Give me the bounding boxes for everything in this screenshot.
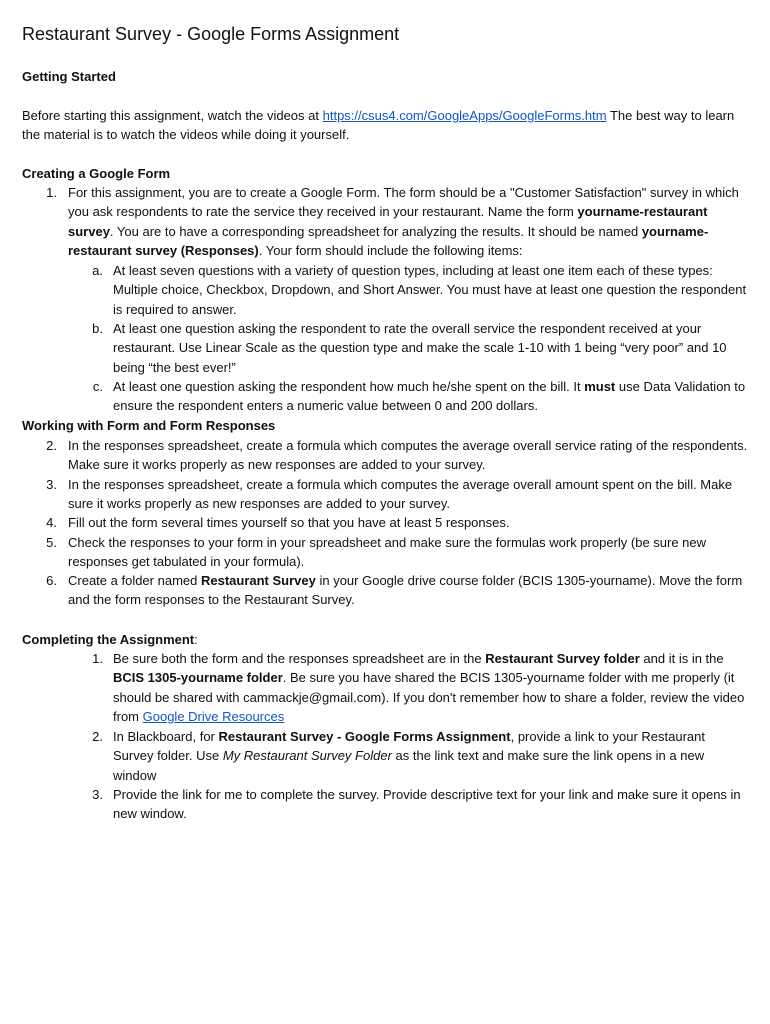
getting-started-paragraph bbox=[22, 106, 752, 145]
list-item-text bbox=[113, 377, 748, 416]
list-item-text bbox=[113, 649, 748, 727]
list-item-text: Provide the link for me to complete the survey. Provide descriptive text for your link and make sure it opens in new window. bbox=[113, 787, 741, 822]
list-letter: c. bbox=[92, 379, 103, 394]
text-run: At least one question asking the respondent how much he/she spent on the bill. It bbox=[113, 379, 585, 394]
text-run: and it is in the bbox=[639, 651, 724, 666]
bold-form-name: yourname-restaurant survey bbox=[68, 204, 708, 239]
section-heading-completing bbox=[22, 630, 198, 649]
text-run: , provide a link to your Restaurant Survey folder. Use bbox=[113, 729, 705, 764]
bold-folder-name: Restaurant Survey folder bbox=[485, 651, 640, 666]
list-item-text: In the responses spreadsheet, create a formula which computes the average overall service rating of the respondents. Make sure it works properly as new responses are added to your survey. bbox=[68, 438, 748, 473]
text-run: . You are to have a corresponding spreadsheet for analyzing the results. It should be named bbox=[109, 223, 642, 239]
list-number: 3. bbox=[92, 787, 103, 802]
list-item-text: Check the responses to your form in your spreadsheet and make sure the formulas work properly (be sure new responses get tabulated in your formula). bbox=[68, 535, 707, 570]
section-heading-getting-started: Getting Started bbox=[22, 69, 116, 84]
list-number: 3. bbox=[46, 477, 57, 492]
bold-assignment-name: Restaurant Survey - Google Forms Assignment bbox=[218, 729, 511, 744]
list-number: 6. bbox=[46, 573, 57, 588]
text-run: Be sure both the form and the responses spreadsheet are in the bbox=[113, 651, 486, 666]
bold-spreadsheet-name: yourname-restaurant survey (Responses) bbox=[68, 223, 709, 259]
list-item-text: At least one question asking the respondent to rate the overall service the respondent received at your restaurant. Use Linear Scale as the question type and make the scale 1-10 with 1 being “very poor” and 10 being “the best ever!” bbox=[113, 321, 727, 375]
list-letter: a. bbox=[92, 263, 103, 278]
text-run: . Be sure you have shared the BCIS 1305-yourname folder with me properly (it should be shared with cammackje@gmail.com). If you don't remember how to share a folder, review the video from bbox=[113, 670, 745, 725]
list-number: 2. bbox=[46, 438, 57, 453]
getting-started-text-before: Before starting this assignment, watch the videos at bbox=[22, 108, 323, 123]
list-item-text: Fill out the form several times yourself so that you have at least 5 responses. bbox=[68, 515, 510, 530]
list-item-text bbox=[68, 571, 753, 610]
italic-link-text: My Restaurant Survey Folder bbox=[222, 748, 392, 764]
list-item-text: At least seven questions with a variety of question types, including at least one item each of these types: Multiple choice, Checkbox, Dropdown, and Short Answer. You must have at least one question the respondent is required to answer. bbox=[113, 263, 747, 317]
list-item-text bbox=[113, 727, 748, 785]
list-item-text bbox=[68, 183, 753, 261]
list-number: 1. bbox=[46, 185, 57, 200]
text-run: . Your form should include the following items: bbox=[258, 243, 523, 259]
heading-colon: : bbox=[194, 632, 198, 647]
text-run: as the link text and make sure the link opens in a new window bbox=[113, 748, 705, 783]
page-title: Restaurant Survey - Google Forms Assignment bbox=[22, 24, 400, 44]
section-heading-working-with-form: Working with Form and Form Responses bbox=[22, 418, 276, 433]
text-run: in your Google drive course folder (BCIS 1305-yourname). Move the form and the form responses to the Restaurant Survey. bbox=[68, 573, 743, 608]
list-number: 4. bbox=[46, 515, 57, 530]
list-item-text: In the responses spreadsheet, create a formula which computes the average overall amount spent on the bill. Make sure it works properly as new responses are added to your survey. bbox=[68, 477, 733, 512]
bold-folder-name: Restaurant Survey bbox=[200, 573, 316, 588]
google-drive-resources-link[interactable]: Google Drive Resources bbox=[142, 709, 285, 725]
text-run: In Blackboard, for bbox=[113, 729, 219, 744]
heading-text: Completing the Assignment bbox=[22, 632, 195, 647]
list-number: 5. bbox=[46, 535, 57, 550]
getting-started-text-after: The best way to learn the material is to watch the videos while doing it yourself. bbox=[22, 108, 735, 143]
list-number: 2. bbox=[92, 729, 103, 744]
list-letter: b. bbox=[92, 321, 103, 336]
text-run: For this assignment, you are to create a Google Form. The form should be a "Customer Satisfaction" survey in which you ask respondents to rate the service they received in your restaurant. Name the form bbox=[68, 185, 739, 220]
bold-must: must bbox=[584, 379, 616, 394]
google-forms-videos-link[interactable]: https://csus4.com/GoogleApps/GoogleForms.htm bbox=[322, 108, 607, 123]
bold-course-folder-name: BCIS 1305-yourname folder bbox=[113, 670, 283, 686]
text-run: Create a folder named bbox=[68, 573, 201, 588]
list-number: 1. bbox=[92, 651, 103, 666]
text-run: use Data Validation to ensure the respondent enters a numeric value between 0 and 200 dollars. bbox=[113, 379, 746, 414]
section-heading-creating-form: Creating a Google Form bbox=[22, 166, 171, 181]
